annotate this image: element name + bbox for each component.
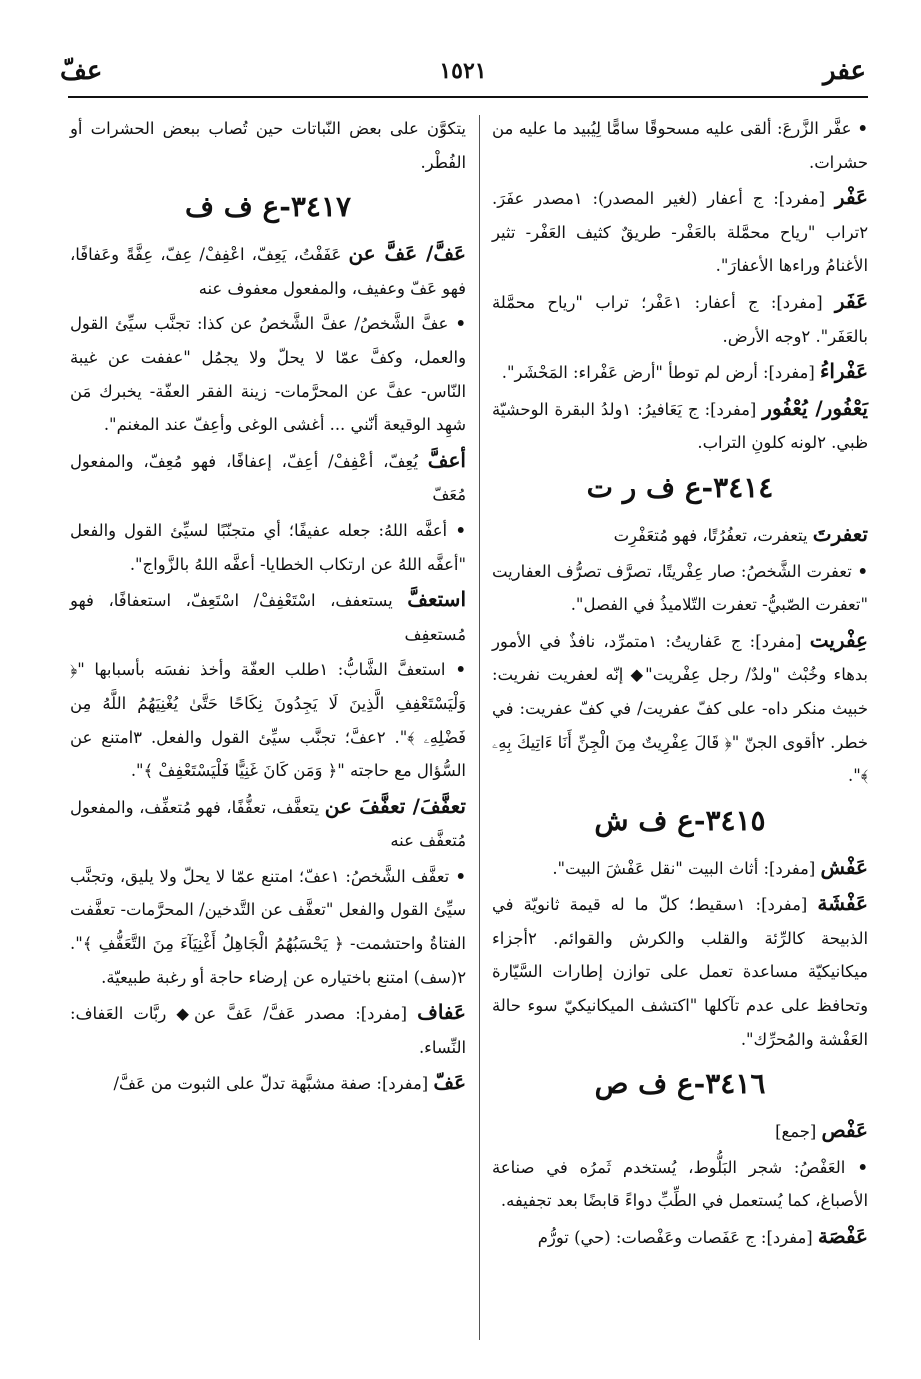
entry-headword: يَعْفُور/ يُعْفُور bbox=[762, 395, 868, 420]
dictionary-entry bbox=[70, 237, 466, 305]
dictionary-entry bbox=[70, 860, 466, 994]
header-left-word: عفّ bbox=[60, 56, 103, 86]
dictionary-entry bbox=[492, 392, 868, 460]
root-heading: ٣٤١٤-ع ف ر ت bbox=[586, 470, 774, 504]
dictionary-entry bbox=[492, 518, 868, 553]
dictionary-entry bbox=[492, 112, 868, 179]
root-heading: ٣٤١٧-ع ف ف bbox=[184, 190, 352, 224]
entry-text: [مفرد]: مصدر عَفَّ/ عَفَّ عن◆ ربَّات العَفاف: النِّساء. bbox=[70, 1004, 466, 1057]
page-number: ١٥٢١ bbox=[439, 58, 487, 84]
entry-headword: عَفَّ/ عَفَّ عن bbox=[348, 241, 466, 266]
entry-headword: تعفَّفَ/ تعفَّفَ عن bbox=[324, 793, 466, 818]
entry-text: يُعِفّ، أعْفِفْ/ أعِفّ، إعفافًا، فهو مُعِفّ، والمفعول مُعَفّ bbox=[70, 451, 466, 505]
entry-text: تعفَّف الشَّخصُ: ١عفّ؛ امتنع عمّا لا يحلّ ولا يليق، وتجنَّب سيِّئ القول والفعل "تعفَّف عن التَّدخين/ المحرَّمات- تعفَّفت الفتاةُ واحتشمت- ﴿ يَحْسَبُهُمُ الْجَاهِلُ أَغْنِيَآءَ مِنَ التَّعَفُّفِ ﴾". ٢(سف) امتنع باختياره عن إرضاء حاجة أو رغبة طبيعيّة. bbox=[70, 866, 466, 987]
entry-headword: عَفْشَة bbox=[817, 891, 868, 916]
entry-bullet: • bbox=[445, 660, 466, 680]
dictionary-entry bbox=[70, 112, 466, 179]
entry-headword: عَفْص bbox=[821, 1118, 868, 1143]
entry-text: يستعفف، اسْتَعْفِفْ/ اسْتَعِفّ، استعفافًا، فهو مُستعفِف bbox=[70, 591, 466, 644]
dictionary-entry bbox=[70, 307, 466, 441]
dictionary-entry bbox=[70, 444, 466, 512]
entry-text: [مفرد]: أرض لم توطأ "أرض عَفْراء: المَحْشَر". bbox=[501, 363, 820, 383]
dictionary-entry bbox=[70, 653, 466, 787]
page-header bbox=[60, 56, 866, 96]
right-column bbox=[492, 112, 868, 1257]
column-divider bbox=[479, 115, 480, 1340]
entry-bullet: • bbox=[449, 866, 466, 886]
dictionary-entry bbox=[70, 1066, 466, 1101]
dictionary-entry bbox=[492, 285, 868, 353]
entry-text: أعفَّه اللهُ: جعله عفيفًا؛ أي متجنّبًا لسيِّئ القول والفعل "أعفَّه اللهُ عن ارتكاب الخطايا- أعفَّه اللهُ بالزَّواج". bbox=[70, 520, 466, 574]
dictionary-entry bbox=[492, 1151, 868, 1218]
entry-text: [مفرد]: ج يَعَافيرُ: ١ولدُ البقرة الوحشيّة ظبي. ٢لونه كلونِ التراب. bbox=[492, 399, 868, 453]
entry-text: [مفرد]: ١سقيط؛ كلّ ما له قيمة ثانويّة في الذبيحة كالرِّئة والقلب والكرش والقوائم. ٢أجزاء ميكانيكيّة مساعدة تعمل على توازن إطارات السَّيّارة وتحافظ على عدم تآكلها "اكتشف الميكانيكيّ سوء حالة العَفْشة والمُحرِّك". bbox=[492, 895, 868, 1049]
entry-text: [جمع] bbox=[775, 1122, 822, 1142]
dictionary-entry bbox=[492, 355, 868, 390]
root-heading: ٣٤١٦-ع ف ص bbox=[594, 1067, 766, 1101]
entry-text: عفَّ الشَّخصُ/ عفَّ الشَّخصُ عن كذا: تجنَّب سيِّئ القول والعمل، وكفَّ عمّا لا يحلّ ولا يجمُل "عففت عن غيبة النّاس- عفَّ عن المحرَّمات- زينة الفقر العفّة- يخبرك مَن شهِد الوقيعة أنّني ... أغشى الوغى وأعِفّ عند المغنم". bbox=[70, 314, 466, 435]
entry-bullet: • bbox=[851, 119, 868, 138]
entry-headword: عَفْش bbox=[820, 854, 868, 879]
dictionary-entry bbox=[492, 624, 868, 793]
entry-text: [مفرد]: ج أعفار (لغير المصدر): ١مصدر عفَرَ. ٢تراب "رياح محمَّلة بالعَفْر- طريقٌ كثيف العَفْر- تثير الأغنامُ وراءها الأعفارَ". bbox=[492, 189, 868, 276]
header-right-word: عفر bbox=[822, 56, 866, 86]
entry-text: [مفرد]: ج عَفَصات وعَفْصات: (حي) تورُّم bbox=[537, 1228, 818, 1248]
entry-text: استعفَّ الشَّابُّ: ١طلب العفّة وأخذ نفسَه بأسبابها "﴿ وَلْيَسْتَعْفِفِ الَّذِينَ لَا يَجِدُونَ نِكَاحًا حَتَّىٰ يُغْنِيَهُمُ اللَّهُ مِن فَضْلِهِۦ ﴾". ٢عفَّ؛ تجنَّب سيِّئ القول والفعل. ٣امتنع عن السُّؤال مع حاجته "﴿ وَمَن كَانَ غَنِيًّا فَلْيَسْتَعْفِفْ ﴾". bbox=[70, 660, 466, 781]
entry-bullet: • bbox=[845, 1157, 868, 1177]
entry-text: عفَّر الزَّرعَ: ألقى عليه مسحوقًا سامًّا لِيُبيد ما عليه من حشرات. bbox=[492, 119, 868, 172]
entry-text: عَفَفْتُ، يَعِفّ، اعْفِفْ/ عِفّ، عِفَّةً وعَفافًا، فهو عَفّ وعفيف، والمفعول معفوف عنه bbox=[70, 245, 466, 298]
entry-headword: عَفّ bbox=[433, 1070, 466, 1095]
header-rule bbox=[68, 96, 868, 98]
dictionary-entry bbox=[70, 514, 466, 581]
root-heading: ٣٤١٥-ع ف ش bbox=[594, 803, 766, 837]
dictionary-entry bbox=[492, 555, 868, 622]
entry-text: العَفْصُ: شجر البَلُّوط، يُستخدم ثَمرُه في صناعة الأصباغ، كما يُستعمل في الطِّبِّ دواءً قابضًا بعد تجفيفه. bbox=[492, 1157, 868, 1211]
dictionary-entry bbox=[492, 181, 868, 283]
entry-headword: عَفْر bbox=[834, 185, 868, 210]
entry-bullet: • bbox=[851, 561, 869, 581]
dictionary-entry bbox=[70, 996, 466, 1064]
entry-headword: عَفاف bbox=[417, 1000, 466, 1025]
entry-text: [مفرد]: صفة مشبَّهة تدلّ على الثبوت من عَفَّ/ bbox=[113, 1074, 434, 1094]
dictionary-entry bbox=[492, 851, 868, 886]
entry-headword: استعفَّ bbox=[407, 587, 466, 612]
entry-text: يتعفَّف، تعفُّفًا، فهو مُتعفِّف، والمفعول مُتعفَّف عنه bbox=[70, 797, 466, 851]
entry-bullet: • bbox=[447, 520, 467, 540]
dictionary-entry bbox=[492, 1114, 868, 1149]
entry-headword: عَفْراءُ bbox=[819, 359, 868, 384]
entry-headword: عَفْصَة bbox=[817, 1224, 868, 1249]
entry-headword: عَفَر bbox=[834, 288, 869, 313]
entry-text: [مفرد]: ج عَفاريتُ: ١متمرِّد، نافذٌ في الأمور بدهاء وخُبْث "ولدٌ/ رجل عِفْريت"◆ إنّه لعفريت نفريت: خبيث منكر داه- على كفّ عفريت/ في كفّ عفريت: في خطر. ٢أقوى الجنّ "﴿ قَالَ عِفْرِيتٌ مِنَ الْجِنِّ أَنَا ءَاتِيكَ بِهِۦ ﴾". bbox=[492, 631, 868, 786]
entry-text: تعفرت الشَّخصُ: صار عِفْريتًا، تصرَّف تصرُّف العفاريت "تعفرت الصّبيُّ- تعفرت التّلاميذُ في الفصل". bbox=[492, 561, 868, 615]
dictionary-entry bbox=[70, 790, 466, 858]
entry-text: [مفرد]: ج أعفار: ١عَفْر؛ تراب "رياح محمَّلة بالعَفَر". ٢وجه الأرض. bbox=[492, 292, 868, 346]
left-column bbox=[70, 112, 466, 1103]
entry-headword: عِفْريت bbox=[809, 627, 868, 652]
entry-bullet: • bbox=[448, 314, 467, 334]
dictionary-entry bbox=[492, 887, 868, 1056]
entry-text: يتعفرت، تعفُرُتًا، فهو مُتعَفْرِت bbox=[613, 525, 813, 545]
entry-headword: أعفَّ bbox=[427, 447, 466, 472]
entry-headword: تعفرتَ bbox=[812, 521, 868, 546]
dictionary-entry bbox=[70, 583, 466, 651]
entry-text: يتكوَّن على بعض النّباتات حين تُصاب ببعض الحشرات أو الفُطْر. bbox=[70, 119, 466, 172]
entry-text: [مفرد]: أثاث البيت "نقل عَفْشَ البيت". bbox=[552, 858, 821, 878]
dictionary-entry bbox=[492, 1220, 868, 1255]
